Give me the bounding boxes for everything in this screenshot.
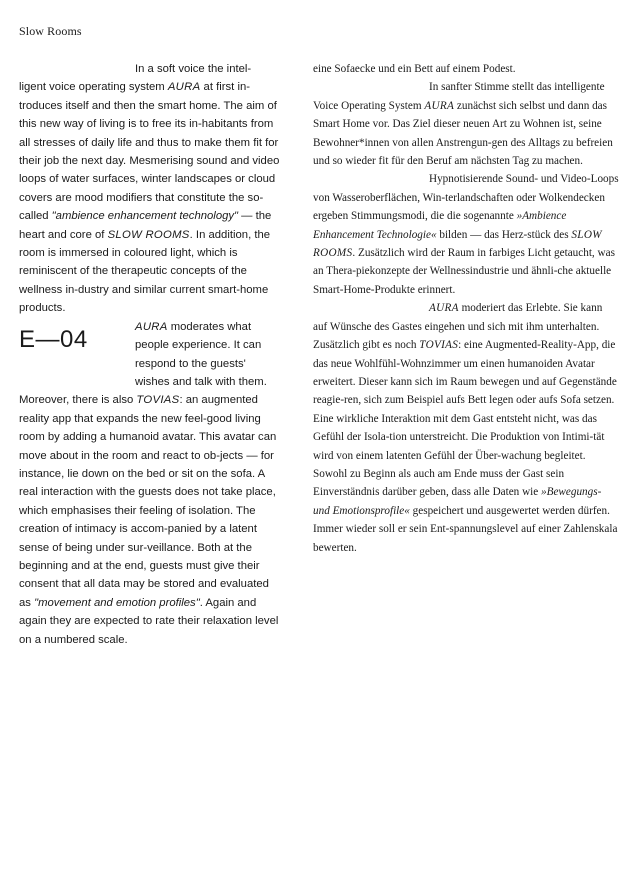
english-p2-text: moderates what people experience. It can respond to the guests' wishes and talk with them. bbox=[135, 320, 267, 388]
german-p3-text: : eine Augmented-Reality-App, die das neue Wohlfühl-Wohnzimmer um einen humanoiden Avatar erweitert. Dieser kann sich im Raum bewegen und auf Gegenstände reagie-ren, sich zum Beispiel aufs Bett legen oder aufs Sofa setzen. Eine wirkliche Interaktion mit dem Gast entsteht nicht, was das Gefühl der Isola-tion unterstreicht. Die Produktion von Intimi-tät wird von einem latenten Gefühl der Über-wachung begleitet. Sowohl zu Beginn als auch am Ende muss der Gast sein Einverständnis darüber geben, dass alle Daten wie bbox=[313, 339, 617, 499]
section-code: E—04 bbox=[19, 326, 88, 353]
aura-term: AURA bbox=[429, 302, 459, 315]
german-column bbox=[313, 60, 619, 557]
english-paragraph-2-lead bbox=[19, 318, 281, 392]
english-paragraph-1 bbox=[19, 60, 281, 318]
tovias-term: TOVIAS bbox=[419, 339, 459, 352]
ambience-term: "ambience enhancement technology" bbox=[51, 210, 239, 223]
english-column bbox=[19, 60, 281, 649]
german-p1-text: In sanfter Stimme stellt das intelligente Voice Operating System bbox=[313, 81, 605, 112]
english-p1-text: ligent voice operating system bbox=[19, 81, 168, 94]
german-line-0: eine Sofaecke und ein Bett auf einem Podest. bbox=[313, 63, 516, 75]
german-p3-text: gespeichert und ausgewertet werden dürfen. Immer wieder soll er sein Ent-spannungslevel auf einer Zahlenskala bewerten. bbox=[313, 504, 618, 554]
english-p2-text: Moreover, there is also bbox=[19, 394, 137, 407]
slow-rooms-term: SLOW ROOMS bbox=[107, 228, 190, 241]
aura-term: AURA bbox=[424, 99, 455, 112]
german-paragraph-3 bbox=[313, 299, 619, 557]
english-p1-text: . In addition, the room is immersed in coloured light, which is reminiscent of the therapeutic concepts of the wellness in-dustry and similar current smart-home products. bbox=[19, 228, 271, 315]
english-p2-text: : an augmented reality app that expands the new feel-good living room by adding a humanoid avatar. This avatar can move about in the room and react to ob-jects — for instance, lie down on the bed or sit on the sofa. A real interaction with the guests does not take place, which emphasises their feeling of isolation. The creation of intimacy is accom-panied by a latent sense of being under sur-veillance. Both at the beginning and at the end, guests must give their consent that all data may be stored and evaluated as bbox=[19, 394, 277, 609]
english-p2-text: . Again and again they are expected to rate their relaxation level on a numbered scale. bbox=[19, 596, 279, 646]
german-p2-text: Hypnotisierende Sound- und Video-Loops von Wasseroberflächen, Win-terlandschaften oder Wolkendecken ergeben Stimmungsmodi, die die sogenannte bbox=[313, 173, 619, 223]
english-p1-text: at first in-troduces itself and then the smart home. The aim of this new way of living is to free its in-habitants from all stresses of daily life and thus to make them fit for their job the next day. Mesmerising sound and video loops of water surfaces, winter landscapes or cloud covers are mood modifiers that constitute the so-called bbox=[19, 81, 280, 223]
aura-term: AURA bbox=[167, 81, 201, 94]
german-p2-text: bilden — das Herz-stück des bbox=[436, 228, 572, 241]
profiles-term: "movement and emotion profiles" bbox=[34, 596, 200, 609]
german-p1-text: zunächst sich selbst und dann das Smart Home vor. Das Ziel dieser neuen Art zu Wohnen ist, seine Bewohner*innen von allen Anstrengun-gen des Alltags zu befreien und so wieder fit für den Beruf am nächsten Tag zu machen. bbox=[313, 99, 613, 168]
english-paragraph-2 bbox=[19, 391, 281, 649]
english-p1-text: — the heart and core of bbox=[19, 210, 272, 241]
german-p3-text: moderiert das Erlebte. Sie kann auf Wünsche des Gastes eingehen und sich mit ihm unterhalten. Zusätzlich gibt es noch bbox=[313, 302, 603, 352]
tovias-term: TOVIAS bbox=[136, 394, 180, 407]
profiles-term: »Bewegungs- und Emotionsprofile« bbox=[313, 486, 602, 517]
german-p2-text: . Zusätzlich wird der Raum in farbiges Licht getaucht, was an Thera-piekonzepte der Wellnessindustrie und ähnli-che aktuelle Smart-Home-Produkte erinnert. bbox=[313, 247, 615, 296]
running-header: Slow Rooms bbox=[19, 24, 82, 38]
aura-term: AURA bbox=[135, 320, 168, 333]
slow-rooms-term: SLOW ROOMS bbox=[313, 228, 602, 260]
german-paragraph-1 bbox=[313, 78, 619, 170]
german-paragraph-2 bbox=[313, 170, 619, 299]
ambience-term: »Ambience Enhancement Technologie« bbox=[313, 210, 567, 241]
english-p1-opening: In a soft voice the intel- bbox=[135, 63, 252, 75]
